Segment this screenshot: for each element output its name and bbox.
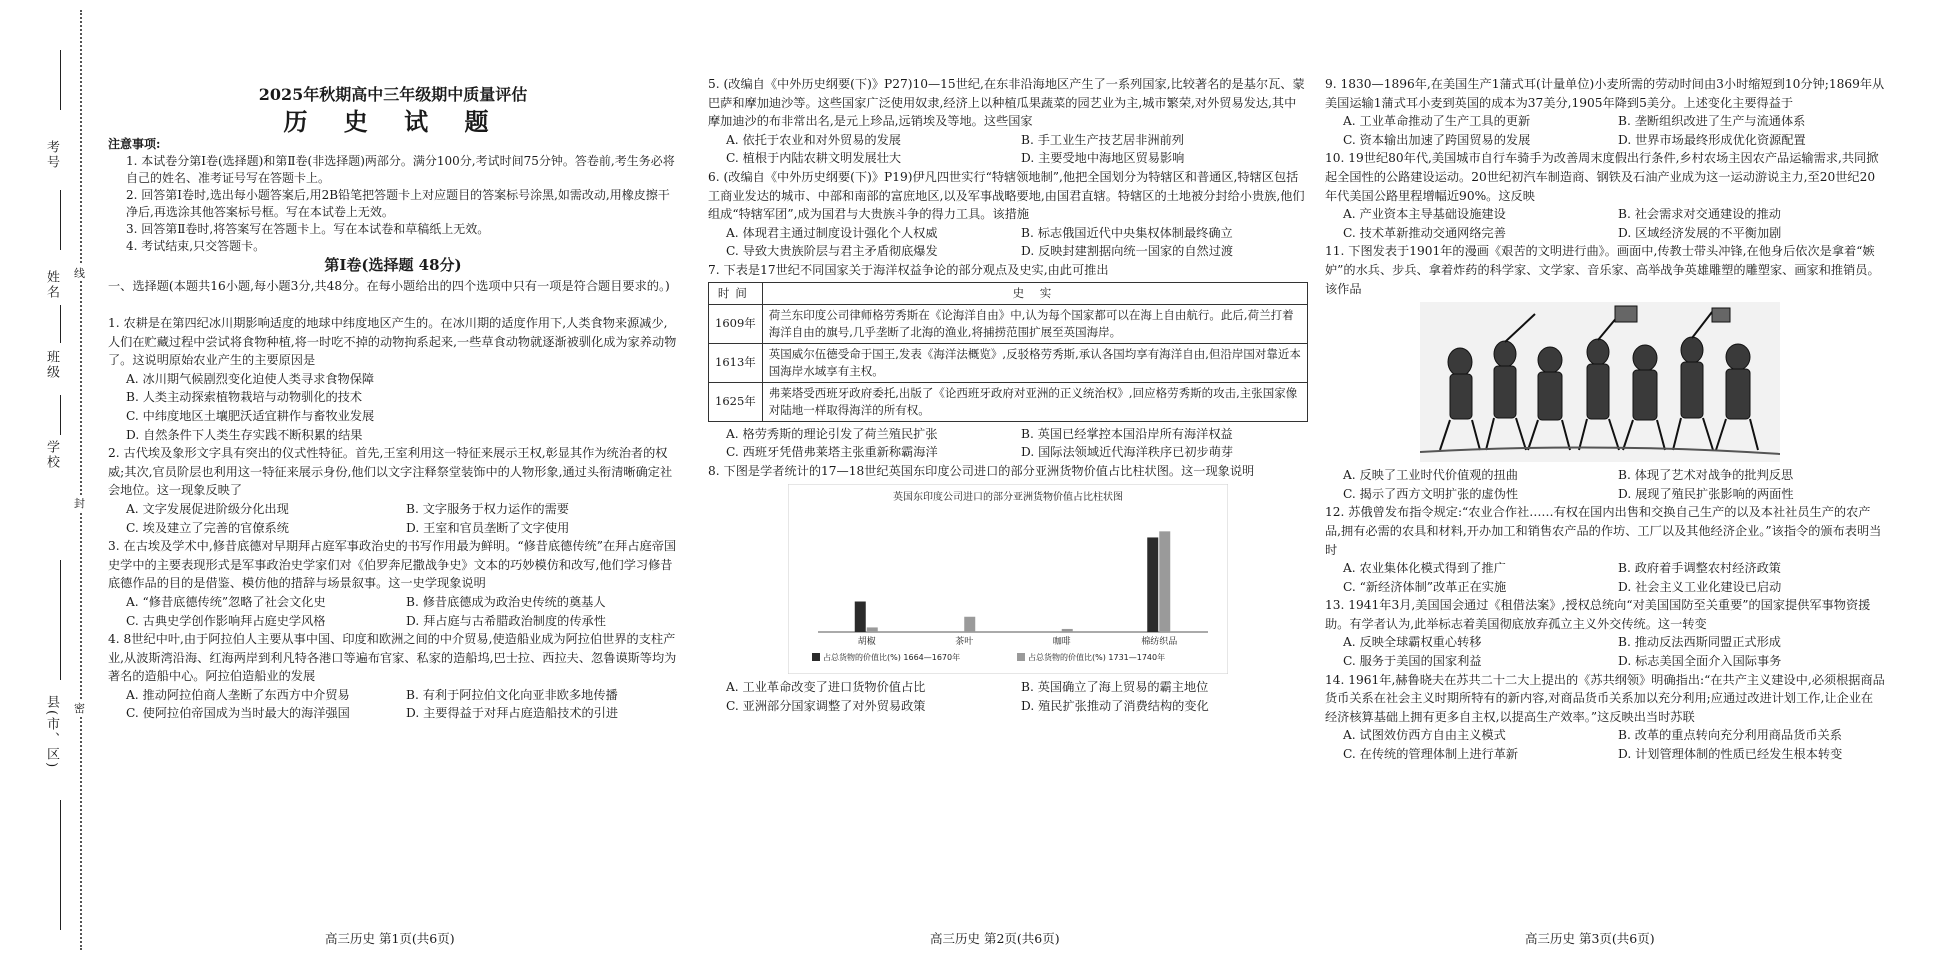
- exam-no-label: 考号: [44, 140, 59, 170]
- option-c[interactable]: C. 使阿拉伯帝国成为当时最大的海洋强国: [126, 706, 350, 721]
- option-a[interactable]: A. 冰川期气候剧烈变化迫使人类寻求食物保障: [126, 371, 375, 386]
- option-d[interactable]: D. 计划管理体制的性质已经发生根本转变: [1618, 747, 1843, 762]
- class-label: 班级: [44, 350, 59, 380]
- legend-swatch: [812, 653, 820, 661]
- option-c[interactable]: C. 服务于美国的国家利益: [1343, 654, 1482, 669]
- option-b[interactable]: B. 体现了艺术对战争的批判反思: [1618, 468, 1794, 483]
- footer-page-2: 高三历史 第2页(共6页): [930, 931, 1060, 946]
- option-c[interactable]: C. 古典史学创作影响拜占庭史学风格: [126, 613, 326, 628]
- section-title: 第Ⅰ卷(选择题 48分): [324, 256, 462, 274]
- question-10: [1325, 149, 1885, 242]
- bar-2: [964, 617, 975, 632]
- table-row: [709, 343, 1308, 382]
- option-c[interactable]: C. “新经济体制”改革正在实施: [1343, 579, 1507, 594]
- option-a[interactable]: A. 体现君主通过制度设计强化个人权威: [726, 225, 938, 240]
- x-tick-label: 胡椒: [857, 637, 876, 648]
- exam-title: 历 史 试 题: [283, 107, 503, 136]
- footer-page-3: 高三历史 第3页(共6页): [1525, 931, 1655, 946]
- binding-margin: [0, 0, 90, 961]
- question-1: [108, 314, 678, 444]
- option-d[interactable]: D. 世界市场最终形成优化资源配置: [1618, 132, 1806, 147]
- option-d[interactable]: D. 殖民扩张推动了消费结构的变化: [1021, 698, 1209, 713]
- option-b[interactable]: B. 人类主动探索植物栽培与动物驯化的技术: [126, 390, 363, 405]
- exam-header: 2025年秋期高中三年级期中质量评估: [258, 85, 528, 104]
- bar-2: [867, 628, 878, 633]
- option-c[interactable]: C. 资本输出加速了跨国贸易的发展: [1343, 132, 1531, 147]
- class-line: [60, 305, 61, 343]
- option-d[interactable]: D. 王室和官员垄断了文字使用: [406, 520, 570, 535]
- exam-no-line: [60, 50, 61, 110]
- school-label: 学校: [44, 440, 59, 470]
- table-cell-year: 1609年: [709, 304, 763, 343]
- note-item: 4. 考试结束,只交答题卡。: [126, 239, 266, 253]
- question-8: [708, 462, 1308, 716]
- option-b[interactable]: B. 社会需求对交通建设的推动: [1618, 207, 1781, 222]
- legend-swatch: [1017, 653, 1025, 661]
- question-6: [708, 168, 1308, 261]
- option-d[interactable]: D. 主要得益于对拜占庭造船技术的引进: [406, 706, 619, 721]
- option-d[interactable]: D. 反映封建割据向统一国家的自然过渡: [1021, 244, 1234, 259]
- question-9: [1325, 75, 1885, 149]
- option-c[interactable]: C. 揭示了西方文明扩张的虚伪性: [1343, 486, 1519, 501]
- school-line: [60, 395, 61, 435]
- option-c[interactable]: C. 导致大贵族阶层与君主矛盾彻底爆发: [726, 244, 938, 259]
- bar-2: [1062, 629, 1073, 632]
- question-2: [108, 444, 678, 537]
- bar-1: [855, 602, 866, 633]
- question-stem: 2. 古代埃及象形文字具有突出的仪式性特征。首先,王室利用这一特征来展示王权,彰显其作为统治者的权威;其次,官员阶层也利用这一特征来展示身份,他们以文字注释祭堂装饰中的人物形象,通过头衔清晰确定社会地位。这一现象反映了: [108, 446, 673, 498]
- cartoon-illustration: [1420, 302, 1780, 462]
- notes-title: 注意事项:: [108, 137, 161, 151]
- question-3: [108, 537, 678, 630]
- option-c[interactable]: C. 在传统的管理体制上进行革新: [1343, 747, 1519, 762]
- option-a[interactable]: A. 文字发展促进阶级分化出现: [126, 501, 289, 516]
- name-label: 姓名: [44, 270, 59, 300]
- option-c[interactable]: C. 亚洲部分国家调整了对外贸易政策: [726, 698, 926, 713]
- option-b[interactable]: B. 文字服务于权力运作的需要: [406, 501, 569, 516]
- column-1: [108, 314, 678, 723]
- seal-mark-1: 线: [74, 267, 85, 280]
- table-header-year: 时间: [709, 282, 763, 304]
- question-stem: 7. 下表是17世纪不同国家关于海洋权益争论的部分观点及史实,由此可推出: [708, 262, 1109, 277]
- question-stem: 9. 1830—1896年,在美国生产1蒲式耳(计量单位)小麦所需的劳动时间由3小时缩短到10分钟;1869年从美国运输1蒲式耳小麦到英国的成本为37美分,1905年降到5美分。上述变化主要得益于: [1325, 77, 1885, 110]
- option-d[interactable]: D. 拜占庭与古希腊政治制度的传承性: [406, 613, 606, 628]
- option-d[interactable]: D. 主要受地中海地区贸易影响: [1021, 151, 1185, 166]
- question-11: [1325, 242, 1885, 503]
- option-a[interactable]: A. 工业革命推动了生产工具的更新: [1343, 114, 1531, 129]
- question-stem: 14. 1961年,赫鲁晓夫在苏共二十二大上提出的《苏共纲领》明确指出:“在共产主义建设中,必须根据商品货币关系在社会主义时期所特有的新内容,对商品货币关系加以充分利用;应通过改进计划工作,让企业在经济核算基础上拥有更多自主权,以提高生产效率。”这反映出当时苏联: [1325, 672, 1885, 724]
- county-line: [60, 560, 61, 680]
- question-14: [1325, 671, 1885, 764]
- option-c[interactable]: C. 西班牙凭借弗莱塔主张重新称霸海洋: [726, 445, 938, 460]
- option-a[interactable]: A. 产业资本主导基础设施建设: [1343, 207, 1506, 222]
- question-7: [708, 261, 1308, 462]
- option-a[interactable]: A. 试图效仿西方自由主义模式: [1343, 728, 1506, 743]
- bar-chart-svg: [788, 484, 1228, 674]
- option-b[interactable]: B. 政府着手调整农村经济政策: [1618, 561, 1781, 576]
- option-c[interactable]: C. 中纬度地区土壤肥沃适宜耕作与畜牧业发展: [126, 408, 375, 423]
- question-13: [1325, 596, 1885, 670]
- option-a[interactable]: A. 依托于农业和对外贸易的发展: [726, 132, 901, 147]
- option-a[interactable]: A. 反映全球霸权重心转移: [1343, 635, 1482, 650]
- question-4: [108, 630, 678, 723]
- footer-page-1: 高三历史 第1页(共6页): [325, 931, 455, 946]
- table-header-fact: 史 实: [762, 282, 1307, 304]
- option-b[interactable]: B. 手工业生产技艺居非洲前列: [1021, 132, 1184, 147]
- question-stem: 3. 在古埃及学术中,修昔底德对早期拜占庭军事政治史的书写作用最为鲜明。“修昔底德传统”在拜占庭帝国史学中的主要表现形式是军事政治史学家们对《伯罗奔尼撒战争史》文本的巧妙模仿和改写,他们学习修昔底德作品的目的是借鉴、模仿他的措辞与场景叙事。这一史学现象说明: [108, 539, 677, 591]
- cartoon-image: [1420, 302, 1780, 462]
- county-label: 县(市、区): [44, 695, 59, 770]
- table-cell-year: 1625年: [709, 382, 763, 421]
- history-table: [708, 282, 1308, 422]
- question-12: [1325, 503, 1885, 596]
- x-tick-label: 茶叶: [955, 637, 974, 648]
- option-c[interactable]: C. 植根于内陆农耕文明发展壮大: [726, 151, 902, 166]
- table-cell-year: 1613年: [709, 343, 763, 382]
- option-a[interactable]: A. 推动阿拉伯商人垄断了东西方中介贸易: [126, 687, 350, 702]
- option-c[interactable]: C. 技术革新推动交通网络完善: [1343, 225, 1506, 240]
- notes: [108, 136, 678, 255]
- option-d[interactable]: D. 展现了殖民扩张影响的两面性: [1618, 486, 1794, 501]
- question-stem: 13. 1941年3月,美国国会通过《租借法案》,授权总统向“对美国国防至关重要”的国家提供军事物资援助。有学者认为,此举标志着美国彻底放弃孤立主义外交传统。这一转变: [1325, 598, 1871, 631]
- note-item: 3. 回答第Ⅱ卷时,将答案写在答题卡上。写在本试卷和草稿纸上无效。: [126, 222, 490, 236]
- x-tick-label: 棉纺织品: [1141, 637, 1178, 648]
- option-d[interactable]: D. 标志美国全面介入国际事务: [1618, 654, 1782, 669]
- option-a[interactable]: A. 反映了工业时代价值观的扭曲: [1343, 468, 1518, 483]
- bar-1: [1147, 538, 1158, 633]
- seal-mark-2: 封: [74, 497, 85, 510]
- option-b[interactable]: B. 修昔底德成为政治史传统的奠基人: [406, 594, 606, 609]
- question-stem: 8. 下图是学者统计的17—18世纪英国东印度公司进口的部分亚洲货物价值占比柱状图。这一现象说明: [708, 463, 1255, 478]
- seal-mark-3: 密: [74, 702, 85, 715]
- option-b[interactable]: B. 推动反法西斯同盟正式形成: [1618, 635, 1781, 650]
- question-5: [708, 75, 1308, 168]
- option-b[interactable]: B. 英国已经掌控本国沿岸所有海洋权益: [1021, 426, 1233, 441]
- option-a[interactable]: A. “修昔底德传统”忽略了社会文化史: [126, 594, 326, 609]
- note-item: 2. 回答第Ⅰ卷时,选出每小题答案后,用2B铅笔把答题卡上对应题目的答案标号涂黑,如需改动,用橡皮擦干净后,再选涂其他答案标号框。写在本试卷上无效。: [126, 188, 670, 219]
- table-cell-fact: 弗莱塔受西班牙政府委托,出版了《论西班牙政府对亚洲的正义统治权》,回应格劳秀斯的攻击,主张国家像对陆地一样取得海洋的所有权。: [762, 382, 1307, 421]
- table-row: [709, 304, 1308, 343]
- section-intro: 一、选择题(本题共16小题,每小题3分,共48分。在每小题给出的四个选项中只有一项是符合题目要求的。): [108, 279, 670, 293]
- bottom-line: [60, 800, 61, 930]
- option-b[interactable]: B. 英国确立了海上贸易的霸主地位: [1021, 680, 1209, 695]
- option-a[interactable]: A. 格劳秀斯的理论引发了荷兰殖民扩张: [726, 426, 938, 441]
- name-line: [60, 190, 61, 250]
- table-cell-fact: 荷兰东印度公司律师格劳秀斯在《论海洋自由》中,认为每个国家都可以在海上自由航行。此后,荷兰打着海洋自由的旗号,几乎垄断了北海的渔业,将捕捞范围扩展至英国海岸。: [762, 304, 1307, 343]
- question-stem: 4. 8世纪中叶,由于阿拉伯人主要从事中国、印度和欧洲之间的中介贸易,使造船业成为阿拉伯世界的支柱产业,从波斯湾沿海、红海两岸到利凡特各港口等遍布官家、私家的造船坞,巴士拉、西拉夫、忽鲁谟斯等均为著名的造船中心。阿拉伯造船业的发展: [108, 632, 677, 684]
- option-b[interactable]: B. 改革的重点转向充分利用商品货币关系: [1618, 728, 1842, 743]
- option-b[interactable]: B. 标志俄国近代中央集权体制最终确立: [1021, 225, 1233, 240]
- column-2: [708, 75, 1308, 716]
- option-d[interactable]: D. 自然条件下人类生存实践不断积累的结果: [126, 427, 363, 442]
- option-b[interactable]: B. 垄断组织改进了生产与流通体系: [1618, 114, 1806, 129]
- legend-label: 占总货物的价值比(%) 1664—1670年: [823, 653, 961, 663]
- table-row: [709, 382, 1308, 421]
- question-stem: 12. 苏俄曾发布指令规定:“农业合作社……有权在国内出售和交换自己生产的以及本社社员生产的农产品,拥有必需的农具和材料,开办加工和销售农产品的作坊、工厂以及其他经济企业。”该指令的颁布表明当时: [1325, 505, 1882, 557]
- option-a[interactable]: A. 工业革命改变了进口货物价值占比: [726, 680, 926, 695]
- seal-line: [80, 10, 82, 950]
- table-cell-fact: 英国威尔伍德受命于国王,发表《海洋法概览》,反驳格劳秀斯,承认各国均享有海洋自由,但沿岸国对靠近本国海岸水域享有主权。: [762, 343, 1307, 382]
- question-stem: 11. 下图发表于1901年的漫画《艰苦的文明进行曲》。画面中,传教士带头冲锋,在他身后依次是拿着“嫉妒”的水兵、步兵、拿着炸药的科学家、文学家、音乐家、高举战争英雄雕塑的雕塑家、画家和推销员。该作品: [1325, 244, 1880, 296]
- chart-title: 英国东印度公司进口的部分亚洲货物价值占比柱状图: [893, 492, 1123, 504]
- option-b[interactable]: B. 有利于阿拉伯文化向亚非欧多地传播: [406, 687, 618, 702]
- column-3: [1325, 75, 1885, 764]
- x-tick-label: 咖啡: [1052, 637, 1071, 648]
- option-c[interactable]: C. 埃及建立了完善的官僚系统: [126, 520, 289, 535]
- option-d[interactable]: D. 区域经济发展的不平衡加剧: [1618, 225, 1782, 240]
- note-item: 1. 本试卷分第Ⅰ卷(选择题)和第Ⅱ卷(非选择题)两部分。满分100分,考试时间75分钟。答卷前,考生务必将自己的姓名、准考证号写在答题卡上。: [126, 154, 675, 185]
- bar-2: [1159, 532, 1170, 633]
- bar-chart: [788, 484, 1228, 674]
- question-stem: 5. (改编自《中外历史纲要(下)》P27)10—15世纪,在东非沿海地区产生了一系列国家,比较著名的是基尔瓦、蒙巴萨和摩加迪沙等。这些国家广泛使用奴隶,经济上以种植瓜果蔬菜的园艺业为主,城市繁荣,对外贸易发达,其中摩加迪沙的布非常出名,是元上珍品,远销埃及等地。这些国家: [708, 77, 1305, 129]
- question-stem: 10. 19世纪80年代,美国城市自行车骑手为改善周末度假出行条件,乡村农场主因农产品运输需求,共同掀起全国性的公路建设运动。20世纪初汽车制造商、钢铁及石油产业成为这一运动游说主力,至20世纪20年代美国公路里程增幅近90%。这反映: [1325, 151, 1879, 203]
- question-stem: 1. 农耕是在第四纪冰川期影响适度的地球中纬度地区产生的。在冰川期的适度作用下,人类食物来源减少,人们在贮藏过程中尝试将食物种植,将一时吃不掉的动物拘系起来,一些草食动物就逐渐被驯化成为家养动物了。这说明原始农业产生的主要原因是: [108, 316, 677, 368]
- option-d[interactable]: D. 国际法领域近代海洋秩序已初步萌芽: [1021, 445, 1234, 460]
- option-a[interactable]: A. 农业集体化模式得到了推广: [1343, 561, 1506, 576]
- legend-label: 占总货物的价值比(%) 1731—1740年: [1028, 653, 1166, 663]
- question-stem: 6. (改编自《中外历史纲要(下)》P19)伊凡四世实行“特辖领地制”,他把全国划分为特辖区和普通区,特辖区包括工商业发达的城市、中部和南部的富庶地区,以及军事战略要地,由国君直辖。特辖区的土地被分封给小贵族,他们组成“特辖军团”,成为国君与大贵族斗争的得力工具。该措施: [708, 169, 1305, 222]
- option-d[interactable]: D. 社会主义工业化建设已启动: [1618, 579, 1782, 594]
